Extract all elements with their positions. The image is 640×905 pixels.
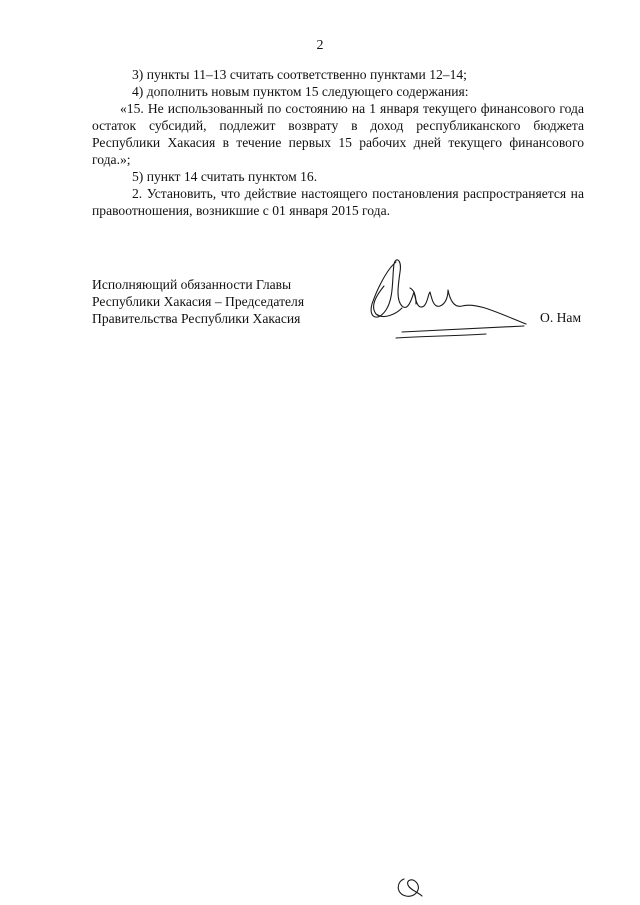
- paragraph-quoted-item-15: «15. Не использованный по состоянию на 1 января текущего финансового года остаток субсидий, подлежит возврату в доход республиканского бюджета Республики Хакасия в течение первых 15 рабочих дней текущего финансового года.»;: [92, 101, 584, 167]
- paragraph-clause-2: 2. Установить, что действие настоящего постановления распространяется на правоотношения, возникшие с 01 января 2015 года.: [92, 186, 584, 218]
- handwritten-signature: [356, 252, 536, 348]
- signer-name: О. Нам: [540, 310, 582, 325]
- document-body: [92, 66, 584, 219]
- signatory-title-line-3: Правительства Республики Хакасия: [92, 311, 301, 326]
- paragraph-item-4: 4) дополнить новым пунктом 15 следующего содержания:: [132, 84, 469, 99]
- paragraph-item-3: 3) пункты 11–13 считать соответственно пунктами 12–14;: [132, 67, 467, 82]
- signatory-title-line-2: Республики Хакасия – Председателя: [92, 294, 305, 309]
- handwritten-mark: [392, 876, 426, 900]
- page-number: 2: [316, 38, 324, 53]
- signatory-title-line-1: Исполняющий обязанности Главы: [92, 277, 292, 292]
- paragraph-item-5: 5) пункт 14 считать пунктом 16.: [132, 169, 318, 184]
